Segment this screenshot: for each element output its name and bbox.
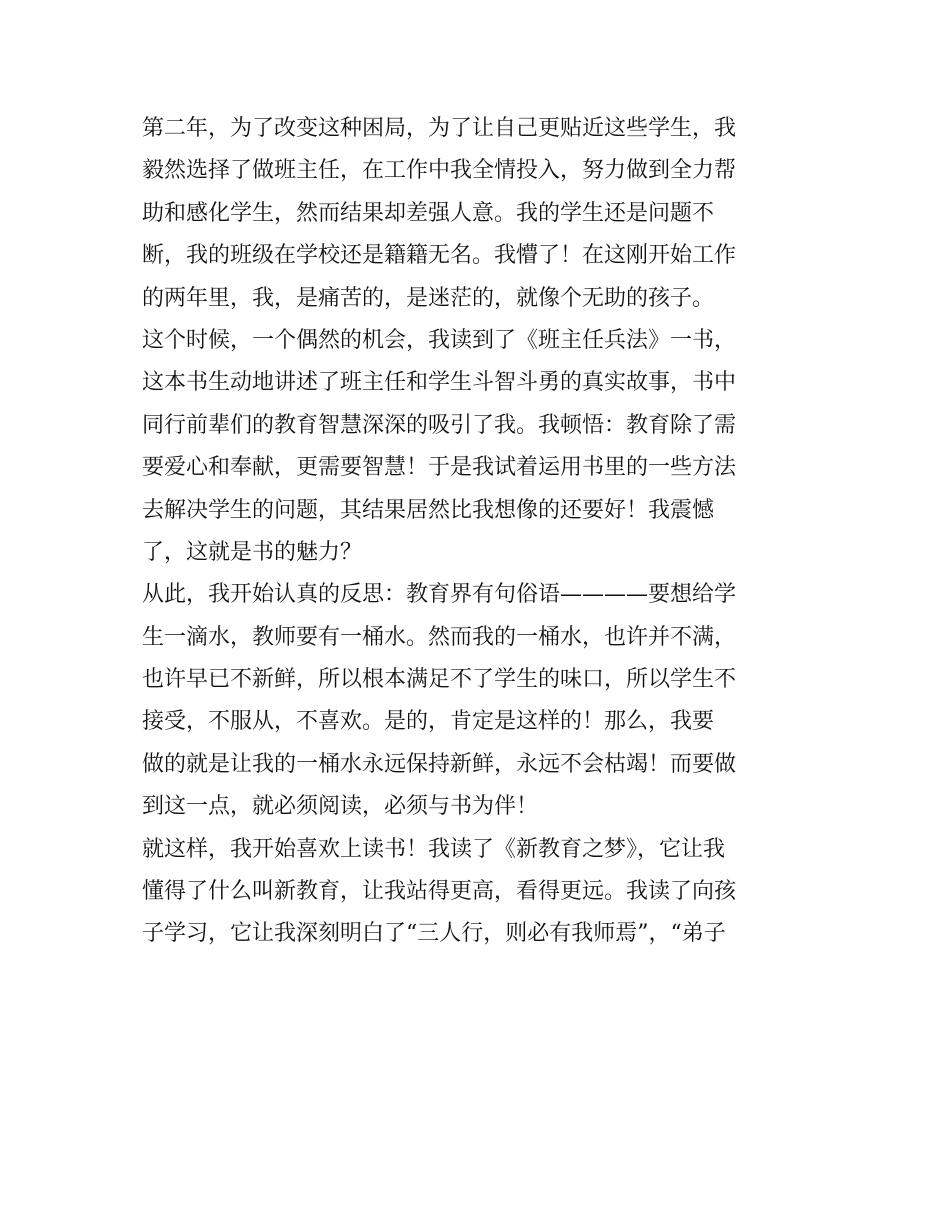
text-line: 同行前辈们的教育智慧深深的吸引了我。我顿悟：教育除了需 (142, 412, 737, 438)
text-line: 生一滴水，教师要有一桶水。然而我的一桶水，也许并不满， (142, 624, 737, 650)
text-line: 断，我的班级在学校还是籍籍无名。我懵了！在这刚开始工作 (142, 243, 737, 269)
text-line: 就这样，我开始喜欢上读书！我读了《新教育之梦》，它让我 (142, 836, 726, 862)
text-line: 毅然选择了做班主任，在工作中我全情投入，努力做到全力帮 (142, 158, 737, 184)
text-line: 子学习，它让我深刻明白了“三人行，则必有我师焉”，“弟子 (142, 921, 726, 947)
text-line: 第二年，为了改变这种困局，为了让自己更贴近这些学生，我 (142, 116, 737, 141)
body-text (142, 108, 814, 956)
text-line: 接受，不服从，不喜欢。是的，肯定是这样的！那么，我要 (142, 709, 715, 735)
text-line: 助和感化学生，然而结果却差强人意。我的学生还是问题不 (142, 200, 715, 226)
text-line: 要爱心和奉献，更需要智慧！于是我试着运用书里的一些方法 (142, 455, 737, 481)
text-line: 从此，我开始认真的反思：教育界有句俗语————要想给学 (142, 582, 737, 608)
text-line: 了，这就是书的魅力？ (142, 539, 363, 565)
text-line: 的两年里，我，是痛苦的，是迷茫的，就像个无助的孩子。 (142, 285, 715, 311)
text-line: 这个时候，一个偶然的机会，我读到了《班主任兵法》一书， (142, 327, 737, 353)
text-line: 也许早已不新鲜，所以根本满足不了学生的味口，所以学生不 (142, 667, 737, 693)
text-line: 这本书生动地讲述了班主任和学生斗智斗勇的真实故事，书中 (142, 370, 737, 396)
text-line: 做的就是让我的一桶水永远保持新鲜，永远不会枯竭！而要做 (142, 751, 737, 777)
text-line: 去解决学生的问题，其结果居然比我想像的还要好！我震憾 (142, 497, 715, 523)
text-line: 懂得了什么叫新教育，让我站得更高，看得更远。我读了向孩 (142, 879, 737, 905)
text-line: 到这一点，就必须阅读，必须与书为伴！ (142, 794, 539, 820)
